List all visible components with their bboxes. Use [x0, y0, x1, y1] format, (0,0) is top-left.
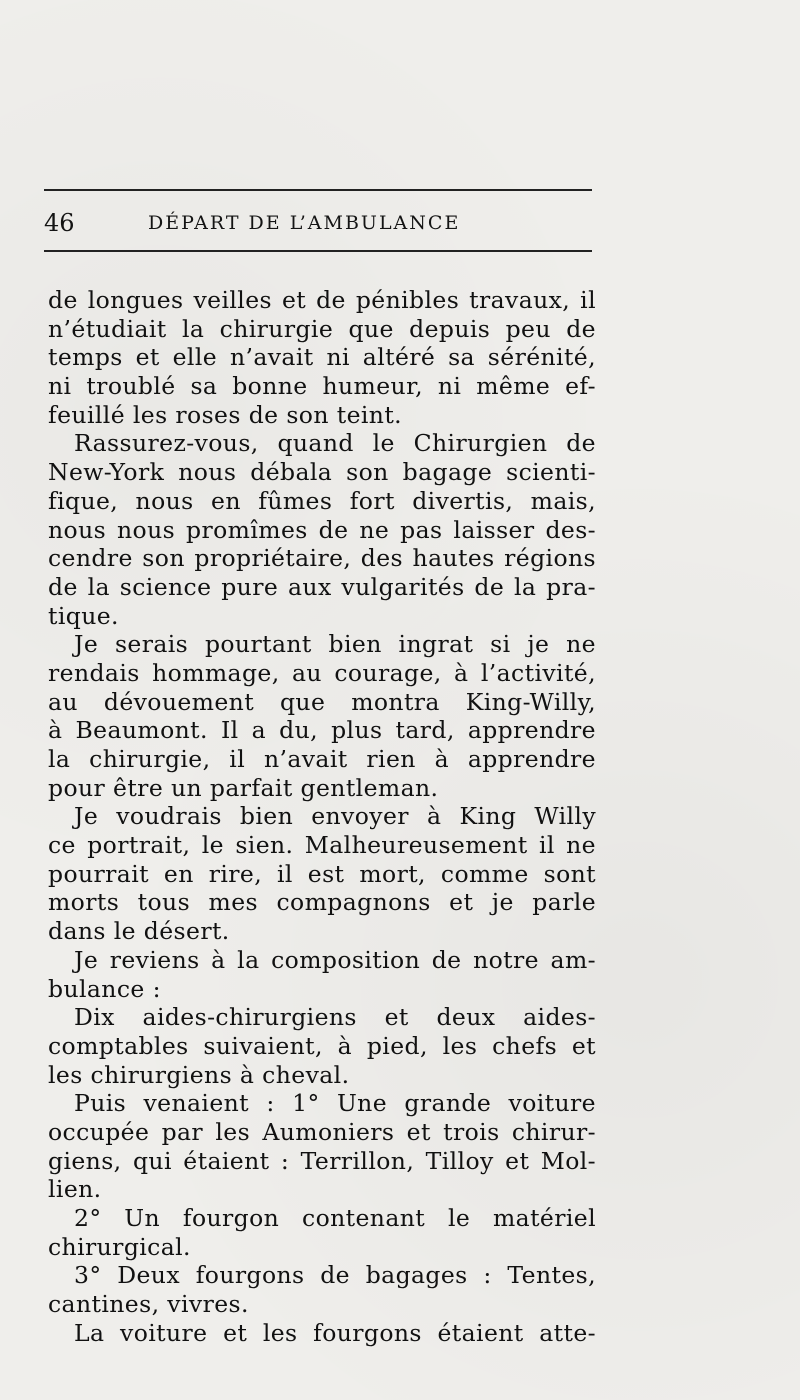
text-line: fique, nous en fûmes fort divertis, mais, [48, 486, 596, 515]
text-line: au dévouement que montra King-Willy, [48, 687, 596, 716]
page-number: 46 [44, 209, 75, 237]
text-line: à Beaumont. Il a du, plus tard, apprendre [48, 716, 596, 745]
text-line: pourrait en rire, il est mort, comme sont [48, 859, 596, 888]
text-line: giens, qui étaient : Terrillon, Tilloy et Mol- [48, 1146, 596, 1175]
text-line: temps et elle n’avait ni altéré sa sérénité, [48, 343, 596, 372]
running-head: DÉPART DE L’AMBULANCE [148, 212, 461, 234]
text-line: lien. [48, 1175, 102, 1204]
text-line: bulance : [48, 974, 161, 1003]
text-line: Je reviens à la composition de notre am- [74, 945, 596, 974]
text-line: ni troublé sa bonne humeur, ni même ef- [48, 372, 596, 401]
text-line: New-York nous débala son bagage scienti- [48, 458, 596, 487]
text-line: 3° Deux fourgons de bagages : Tentes, [74, 1261, 596, 1290]
text-line: morts tous mes compagnons et je parle [48, 888, 596, 917]
text-line: la chirurgie, il n’avait rien à apprendre [48, 745, 596, 773]
text-line: dans le désert. [48, 917, 230, 946]
page-header [44, 206, 592, 240]
text-line: occupée par les Aumoniers et trois chirur- [48, 1117, 596, 1146]
text-line: nous nous promîmes de ne pas laisser des- [48, 515, 596, 544]
text-line: comptables suivaient, à pied, les chefs et [48, 1031, 596, 1060]
text-line: n’étudiait la chirurgie que depuis peu de [48, 314, 596, 343]
text-line: rendais hommage, au courage, à l’activité, [48, 658, 596, 687]
text-line: pour être un parfait gentleman. [48, 773, 439, 802]
text-line: de la science pure aux vulgarités de la pra- [48, 572, 596, 601]
text-line: La voiture et les fourgons étaient atte- [74, 1318, 596, 1347]
text-line: Je voudrais bien envoyer à King Willy [74, 802, 596, 831]
header-bottom-rule [44, 250, 592, 252]
body-text [48, 286, 596, 1347]
header-top-rule [44, 189, 592, 191]
text-line: Dix aides-chirurgiens et deux aides- [74, 1003, 596, 1032]
text-line: cendre son propriétaire, des hautes régions [48, 544, 596, 573]
text-line: feuillé les roses de son teint. [48, 400, 403, 429]
text-line: les chirurgiens à cheval. [48, 1060, 350, 1089]
text-line: Rassurez-vous, quand le Chirurgien de [74, 429, 596, 458]
text-line: cantines, vivres. [48, 1290, 249, 1319]
text-line: chirurgical. [48, 1232, 191, 1261]
text-line: de longues veilles et de pénibles travaux, il [48, 286, 596, 314]
text-line: 2° Un fourgon contenant le matériel [74, 1204, 596, 1232]
text-line: Puis venaient : 1° Une grande voiture [74, 1089, 596, 1118]
text-line: tique. [48, 601, 119, 630]
text-line: ce portrait, le sien. Malheureusement il ne [48, 831, 596, 860]
text-line: Je serais pourtant bien ingrat si je ne [74, 630, 596, 659]
